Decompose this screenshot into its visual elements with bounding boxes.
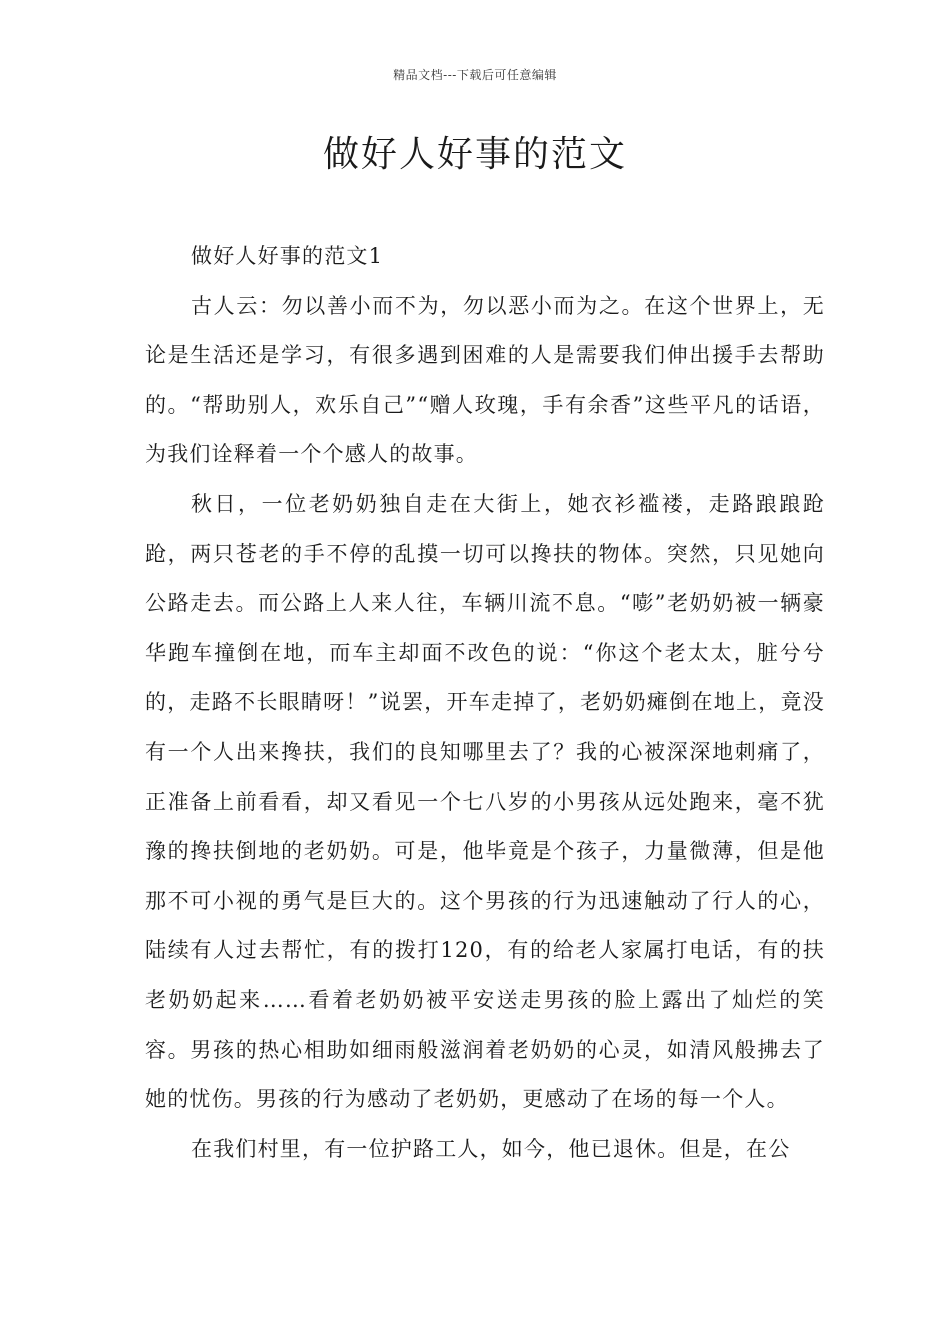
document-body — [145, 232, 825, 1174]
document-title: 做好人好事的范文 — [322, 134, 627, 175]
paragraph-2: 秋日，一位老奶奶独自走在大街上，她衣衫褴褛，走路踉踉跄跄，两只苍老的手不停的乱摸一切可以搀扶的物体。突然，只见她向公路走去。而公路上人来人往，车辆川流不息。“嘭”老奶奶被一辆豪华跑车撞倒在地，而车主却面不改色的说：“你这个老太太，脏兮兮的，走路不长眼睛呀！”说罢，开车走掉了，老奶奶瘫倒在地上，竟没有一个人出来搀扶，我们的良知哪里去了？我的心被深深地刺痛了，正准备上前看看，却又看见一个七八岁的小男孩从远处跑来，毫不犹豫的搀扶倒地的老奶奶。可是，他毕竟是个孩子，力量微薄，但是他那不可小视的勇气是巨大的。这个男孩的行为迅速触动了行人的心，陆续有人过去帮忙，有的拨打120，有的给老人家属打电话，有的扶老奶奶起来……看着老奶奶被平安送走男孩的脸上露出了灿烂的笑容。男孩的热心相助如细雨般滋润着老奶奶的心灵，如清风般拂去了她的忧伤。男孩的行为感动了老奶奶，更感动了在场的每一个人。 — [145, 491, 825, 1112]
section-subheading: 做好人好事的范文1 — [191, 244, 384, 268]
paragraph-1: 古人云：勿以善小而不为，勿以恶小而为之。在这个世界上，无论是生活还是学习，有很多遇到困难的人是需要我们伸出援手去帮助的。“帮助别人，欢乐自己”“赠人玫瑰，手有余香”这些平凡的话语，为我们诠释着一个个感人的故事。 — [145, 293, 825, 467]
header-note: 精品文档---下载后可任意编辑 — [393, 68, 557, 82]
paragraph-3: 在我们村里，有一位护路工人，如今，他已退休。但是，在公 — [191, 1136, 791, 1161]
